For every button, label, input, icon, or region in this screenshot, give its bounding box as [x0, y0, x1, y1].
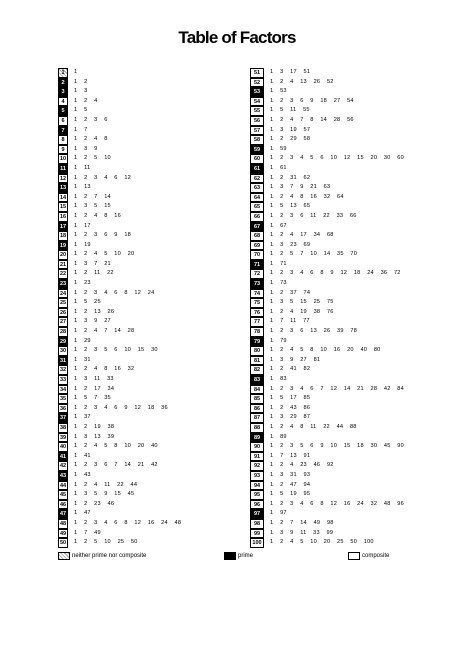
number-cell: 67: [250, 222, 264, 232]
number-cell: 36: [59, 405, 67, 412]
factor-list: 1 2 13 26: [74, 308, 115, 315]
number-cell: 82: [250, 365, 264, 375]
factor-list: 1 19: [74, 241, 91, 248]
number-cell: 6: [58, 116, 68, 126]
factor-list: 1 2 3 5 6 10 15 30: [74, 347, 158, 354]
legend-prime-label: prime: [238, 553, 254, 559]
factor-list: 1 3 5 9 15 45: [74, 491, 135, 498]
number-cell: 14: [59, 194, 67, 201]
factor-list: 1 2 3 5 6 9 10 15 18 30 45 90: [270, 443, 404, 450]
factor-list: 1 7: [74, 126, 88, 133]
number-cell: 31: [59, 357, 67, 364]
factor-list: 1 2 3 4 6 8 9 12 18 24 36 72: [270, 270, 401, 277]
number-cell: 63: [250, 183, 264, 193]
factor-list: 1 2 4 8: [74, 136, 108, 143]
page-title: Table of Factors: [178, 28, 296, 47]
factor-list: 1 2 3 4 6 8 12 24: [74, 289, 155, 296]
factor-list: 1 79: [270, 337, 287, 344]
factor-list: 1 2 5 10: [74, 155, 111, 162]
factor-list: 1 2 3 4 6 8 12 16 24 48: [74, 519, 182, 526]
factor-list: 1 2 7 14: [74, 193, 111, 200]
number-cell: 7: [58, 126, 68, 136]
factor-list: 1 41: [74, 452, 91, 459]
factor-list: 1 2 3 4 5 6 10 12 15 20 30 60: [270, 155, 404, 162]
factor-list: 1 3 5 15 25 75: [270, 299, 334, 306]
factor-list: 1 5 19 95: [270, 491, 311, 498]
number-cell: 58: [250, 135, 264, 145]
factor-list: 1 2 11 22: [74, 270, 114, 277]
factor-list: 1 2 7 14 49 98: [270, 519, 334, 526]
number-cell: 37: [59, 415, 67, 422]
number-cell: 17: [59, 223, 67, 230]
factor-list: 1 2 3 6 7 14 21 42: [74, 462, 158, 469]
number-cell: 73: [250, 279, 264, 289]
legend-composite-label: composite: [362, 553, 390, 559]
factor-list: 1 2 3 4 6 8 12 16 24 32 48 96: [270, 500, 404, 507]
number-cell: 55: [250, 106, 264, 116]
factor-list: 1 59: [270, 145, 287, 152]
number-cell: 32: [59, 367, 67, 374]
legend-neither-label: neither prime nor composite: [72, 553, 147, 559]
number-cell: 42: [59, 463, 67, 470]
number-cell: 18: [59, 233, 67, 240]
number-cell: 100: [250, 538, 264, 548]
number-cell: 93: [250, 471, 264, 481]
factor-list: 1 23: [74, 280, 91, 287]
number-cell: 65: [250, 202, 264, 212]
number-cell: 51: [250, 68, 264, 78]
number-cell: 41: [59, 453, 67, 460]
prime-swatch: [224, 552, 236, 560]
number-cell: 72: [250, 269, 264, 279]
number-cell: 45: [59, 492, 67, 499]
number-cell: 77: [250, 317, 264, 327]
number-cell: 90: [250, 442, 264, 452]
number-cell: 88: [250, 423, 264, 433]
factor-list: 1 3 9 11 33 99: [270, 529, 334, 536]
factor-list: 1 5 11 55: [270, 107, 310, 114]
factor-list: 1 2 47 94: [270, 481, 311, 488]
factor-list: 1 31: [74, 356, 91, 363]
number-cell: 54: [250, 97, 264, 107]
factor-list: 1 89: [270, 433, 287, 440]
factor-list: 1 2 5 10 25 50: [74, 539, 138, 546]
factor-list: 1 2 3 6 11 22 33 66: [270, 212, 357, 219]
factor-list: 1 17: [74, 222, 91, 229]
number-cell: 92: [250, 461, 264, 471]
number-cell: 91: [250, 452, 264, 462]
number-cell: 25: [59, 300, 67, 307]
factor-list: 1 2 3 4 6 12: [74, 174, 131, 181]
number-cell: 87: [250, 413, 264, 423]
number-cell: 34: [59, 386, 67, 393]
number-cell: 4: [58, 97, 68, 107]
number-cell: 89: [250, 433, 264, 443]
factor-list: 1 3 19 57: [270, 126, 311, 133]
factor-list: 1 73: [270, 280, 287, 287]
number-cell: 84: [250, 385, 264, 395]
number-cell: 19: [59, 242, 67, 249]
number-cell: 83: [250, 375, 264, 385]
factor-list: 1 3 13 39: [74, 433, 115, 440]
factor-list: 1 29: [74, 337, 91, 344]
number-cell: 16: [59, 213, 67, 220]
factor-list: 1 2 4 17 34 68: [270, 232, 334, 239]
factor-list: 1 5 7 35: [74, 395, 111, 402]
number-cell: 99: [250, 529, 264, 539]
factor-list: 1 3: [74, 88, 88, 95]
factor-list: 1: [74, 69, 78, 75]
factor-list: 1 2 23 46: [74, 500, 115, 507]
factor-list: 1 2 37 74: [270, 289, 311, 296]
factor-list: 1 2 4 7 14 28: [74, 328, 135, 335]
number-cell: 86: [250, 404, 264, 414]
factor-list: 1 3 31 93: [270, 471, 311, 478]
factor-list: 1 3 9: [74, 145, 98, 152]
number-cell: 62: [250, 174, 264, 184]
number-cell: 39: [59, 434, 67, 441]
number-cell: 33: [59, 377, 67, 383]
number-cell: 80: [250, 346, 264, 356]
factor-list: 1 5 17 85: [270, 395, 311, 402]
factor-list: 1 3 11 33: [74, 376, 114, 382]
number-cell: 44: [59, 482, 67, 489]
number-cell: 9: [58, 145, 68, 155]
number-cell: 48: [59, 520, 67, 527]
number-cell: 10: [59, 156, 67, 163]
factor-list: 1 2 4 8 16: [74, 212, 121, 219]
number-cell: 71: [250, 260, 264, 270]
number-cell: 57: [250, 126, 264, 136]
number-cell: 61: [250, 164, 264, 174]
factor-list: 1 2 29 58: [270, 136, 311, 143]
number-cell: 46: [59, 501, 67, 508]
number-cell: 68: [250, 231, 264, 241]
number-cell: 74: [250, 289, 264, 299]
factor-list: 1 37: [74, 414, 91, 421]
number-cell: 38: [59, 424, 67, 431]
factor-list: 1 53: [270, 88, 287, 95]
factor-list: 1 3 7 9 21 63: [270, 184, 331, 191]
number-cell: 5: [58, 106, 68, 116]
factor-list: 1 2 3 6 13 26 39 78: [270, 328, 358, 335]
number-cell: 13: [59, 185, 67, 192]
number-cell: 22: [59, 271, 67, 278]
number-cell: 26: [59, 309, 67, 316]
number-cell: 81: [250, 356, 264, 366]
number-cell: 95: [250, 490, 264, 500]
factor-list: 1 97: [270, 510, 287, 517]
factor-list: 1 2 4 5 8 10 20 40: [74, 443, 158, 450]
number-cell: 40: [59, 444, 67, 451]
number-cell: 23: [59, 281, 67, 288]
factor-list: 1 2 4 13 26 52: [270, 78, 334, 85]
factor-list: 1 7 13 91: [270, 452, 311, 459]
factor-list: 1 2 4 19 38 76: [270, 308, 334, 315]
factor-list: 1 7 49: [74, 529, 101, 536]
factor-list: 1 67: [270, 222, 287, 229]
number-cell: 50: [59, 540, 67, 547]
number-cell: 28: [59, 329, 67, 336]
number-cell: 8: [58, 135, 68, 145]
number-cell: 43: [59, 472, 67, 479]
number-cell: 75: [250, 298, 264, 308]
number-cell: 2: [58, 78, 68, 88]
factor-list: 1 3 17 51: [270, 69, 311, 75]
number-cell: 47: [59, 511, 67, 518]
factor-list: 1 13: [74, 184, 91, 191]
number-cell: 69: [250, 241, 264, 251]
factor-list: 1 3 9 27: [74, 318, 111, 325]
number-cell: 97: [250, 509, 264, 519]
neither-swatch: [58, 552, 70, 560]
number-cell: 66: [250, 212, 264, 222]
number-cell: 21: [59, 261, 67, 268]
factor-list: 1 2 4 5 10 20 25 50 100: [270, 539, 374, 546]
factor-list: 1 3 29 87: [270, 414, 311, 421]
factor-list: 1 3 23 69: [270, 241, 311, 248]
factor-list: 1 3 9 27 81: [270, 356, 321, 363]
number-cell: 12: [59, 175, 67, 182]
factor-list: 1 2 4: [74, 97, 98, 104]
factor-list: 1 3 5 15: [74, 203, 111, 210]
number-cell: 53: [250, 87, 264, 97]
factor-list: 1 2: [74, 78, 88, 85]
factor-list: 1 2 4 7 8 14 28 56: [270, 116, 354, 123]
factor-list: 1 47: [74, 510, 91, 517]
number-cell: 64: [250, 193, 264, 203]
number-cell: 24: [59, 290, 67, 297]
factor-list: 1 2 19 38: [74, 423, 115, 430]
number-cell: 60: [250, 154, 264, 164]
factor-list: 1 2 3 4 6 9 12 18 36: [74, 404, 168, 411]
factor-list: 1 2 4 11 22 44: [74, 481, 138, 488]
factor-list: 1 2 17 34: [74, 385, 115, 392]
number-cell: 3: [58, 87, 68, 97]
factor-list: 1 2 4 8 16 32 64: [270, 193, 344, 200]
factor-list: 1 3 7 21: [74, 260, 111, 267]
factor-list: 1 11: [74, 164, 91, 171]
factor-list: 1 2 4 5 8 10 16 20 40 80: [270, 347, 381, 354]
factor-list: 1 5: [74, 107, 88, 114]
factor-list: 1 2 43 86: [270, 404, 311, 411]
factor-list: 1 2 4 5 10 20: [74, 251, 135, 258]
number-cell: 27: [59, 319, 67, 326]
number-cell: 30: [59, 348, 67, 355]
number-cell: 98: [250, 519, 264, 529]
number-cell: 94: [250, 481, 264, 491]
number-cell: 1: [58, 68, 68, 78]
number-cell: 20: [59, 252, 67, 259]
number-cell: 96: [250, 500, 264, 510]
number-cell: 56: [250, 116, 264, 126]
factor-list: 1 83: [270, 376, 287, 382]
number-cell: 85: [250, 394, 264, 404]
number-cell: 29: [59, 338, 67, 345]
number-cell: 15: [59, 204, 67, 211]
factor-list: 1 2 3 6 9 18 27 54: [270, 97, 354, 104]
number-cell: 49: [59, 530, 67, 537]
factor-list: 1 5 25: [74, 299, 101, 306]
factor-list: 1 2 4 23 46 92: [270, 462, 334, 469]
factor-list: 1 2 31 62: [270, 174, 311, 181]
number-cell: 52: [250, 78, 264, 88]
factor-list: 1 2 41 82: [270, 366, 311, 373]
factor-list: 1 2 4 8 11 22 44 88: [270, 423, 357, 430]
number-cell: 76: [250, 308, 264, 318]
factor-list: 1 5 13 65: [270, 203, 311, 210]
composite-swatch: [348, 552, 360, 560]
factor-list: 1 2 3 6: [74, 116, 108, 123]
factor-list: 1 43: [74, 471, 91, 478]
factor-list: 1 61: [270, 164, 287, 171]
number-cell: 35: [59, 396, 67, 403]
factor-list: 1 2 3 6 9 18: [74, 232, 131, 239]
factor-list: 1 2 3 4 6 7 12 14 21 28 42 84: [270, 385, 404, 392]
factor-list: 1 2 5 7 10 14 35 70: [270, 251, 358, 258]
number-cell: 59: [250, 145, 264, 155]
number-cell: 70: [250, 250, 264, 260]
factor-list: 1 2 4 8 16 32: [74, 366, 135, 373]
number-cell: 79: [250, 337, 264, 347]
factor-list: 1 7 11 77: [270, 318, 310, 325]
number-cell: 11: [58, 164, 68, 174]
factor-list: 1 71: [270, 260, 287, 267]
number-cell: 78: [250, 327, 264, 337]
